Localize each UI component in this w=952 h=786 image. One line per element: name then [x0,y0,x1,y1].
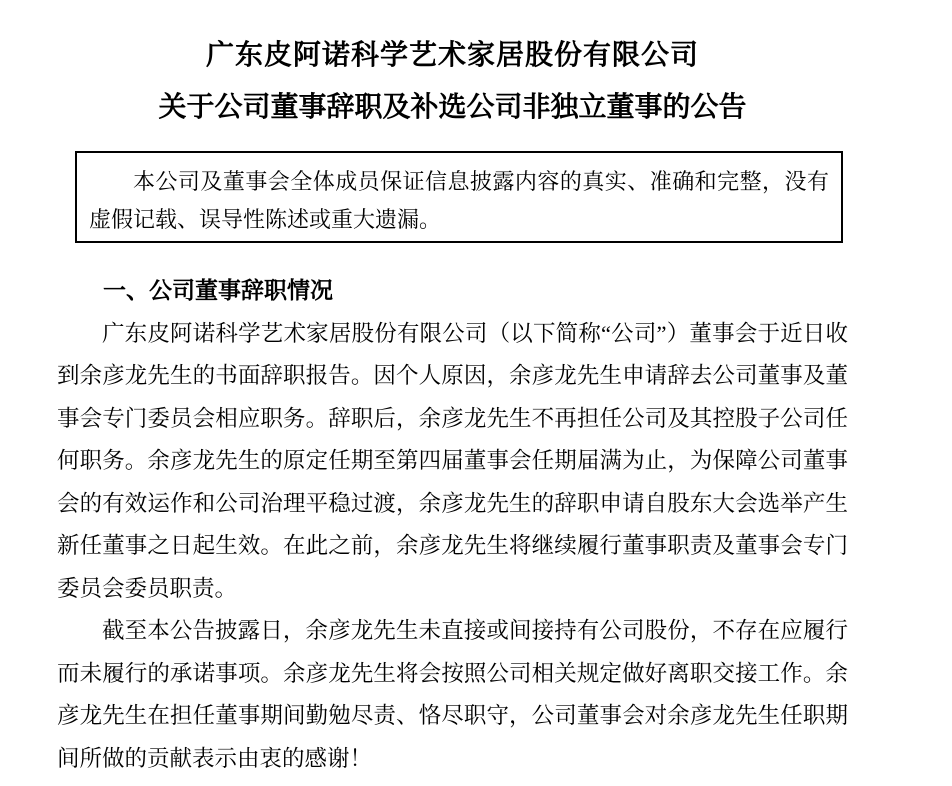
document-content [0,40,952,780]
section-heading: 一、公司董事辞职情况 [103,278,333,303]
disclaimer-text: 本公司及董事会全体成员保证信息披露内容的真实、准确和完整，没有虚假记载、误导性陈述或重大遗漏。 [89,169,829,232]
paragraph-resignation-details: 广东皮阿诺科学艺术家居股份有限公司（以下简称“公司”）董事会于近日收到余彦龙先生的书面辞职报告。因个人原因，余彦龙先生申请辞去公司董事及董事会专门委员会相应职务。辞职后，余彦龙先生不再担任公司及其控股子公司任何职务。余彦龙先生的原定任期至第四届董事会任期届满为止，为保障公司董事会的有效运作和公司治理平稳过渡，余彦龙先生的辞职申请自股东大会选举产生新任董事之日起生效。在此之前，余彦龙先生将继续履行董事职责及董事会专门委员会委员职责。 [57,320,848,601]
company-name-title: 广东皮阿诺科学艺术家居股份有限公司 [205,39,699,70]
section-director-resignation [57,270,848,780]
paragraph-shareholding-and-thanks: 截至本公告披露日，余彦龙先生未直接或间接持有公司股份，不存在应履行而未履行的承诺事项。余彦龙先生将会按照公司相关规定做好离职交接工作。余彦龙先生在担任董事期间勤勉尽责、恪尽职守，公司董事会对余彦龙先生任职期间所做的贡献表示由衷的感谢！ [57,618,848,771]
disclaimer-box [75,151,843,243]
announcement-title: 关于公司董事辞职及补选公司非独立董事的公告 [158,91,747,122]
